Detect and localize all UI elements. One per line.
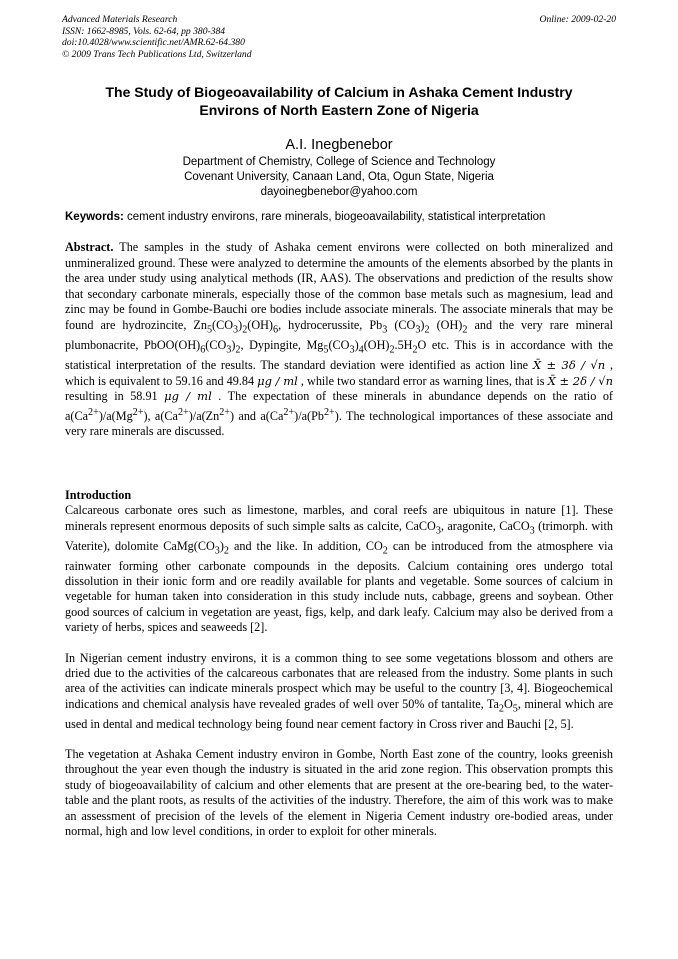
superscript: 2+ (177, 406, 189, 418)
section-heading: Introduction (65, 488, 132, 502)
abstract-text: The samples in the study of Ashaka cement environs were collected on both mineralized and unmineralized ground. These were analyzed to determine the amounts of the elements absorbed by the plants in the area under study using analytical methods (IR, AAS). The observations and prediction of the results show that secondary carbonate minerals, especially those of the common base metals such as magnesium, lead and zinc may be found in Gombe-Bauchi ore bodies include associate minerals. The associate minerals that may be found are hydrozincite, Zn (65, 240, 613, 332)
title-line-2: Environs of North Eastern Zone of Nigeria (199, 102, 479, 118)
affiliation-line-1: Department of Chemistry, College of Science and Technology (182, 156, 496, 168)
paragraph-text: can be introduced from the atmosphere via rainwater forming other carbonate compounds in the deposits. Calcium containing ores undergo total dissolution in their ionic form and ore readily available for plants and vegetable. Some sources of calcium in vegetable for human taken into consideration in this study include nuts, cabbage, greens and soybean. Other good sources of calcium in vegetation are yeast, figs, kelp, and dark leafy. Calcium may also be derived from a variety of herbs, spices and seaweeds [2]. (65, 538, 613, 635)
abstract-text: , Dypingite, Mg (240, 338, 324, 352)
affiliation-line-2: Covenant University, Canaan Land, Ota, Ogun State, Nigeria (184, 171, 494, 183)
title-line-1: The Study of Biogeoavailability of Calcium in Ashaka Cement Industry (105, 84, 573, 100)
abstract-text: resulting in 58.91 (65, 389, 165, 404)
subscript: 5 (206, 324, 213, 336)
doi-line: doi:10.4028/www.scientific.net/AMR.62-64.380 (62, 37, 245, 48)
keywords (65, 211, 545, 223)
subscript: 3 (349, 344, 355, 356)
action-line-formula: X̄ ± 3δ / √n (532, 358, 606, 373)
subscript: 4 (358, 344, 364, 356)
subscript: 2 (498, 703, 504, 715)
superscript: 2+ (323, 406, 335, 418)
subscript: 5 (512, 703, 518, 715)
paragraph-text: (trimorph. with Vaterite), dolomite CaMg(CO (65, 518, 613, 553)
subscript: 2 (412, 344, 418, 356)
abstract-label: Abstract. (65, 240, 114, 254)
paragraph-text: , mineral which are used in dental and medical technology being found near cement factory in Cross river and Bauchi [2, 5]. (65, 696, 613, 731)
abstract-text: )/a(Mg (98, 408, 133, 423)
paragraph: The vegetation at Ashaka Cement industry environ in Gombe, North East zone of the country, looks greenish throughout the year even though the industry is situated in the arid zone region. This observation prompts this study of biogeoavailability of calcium and other elements that are present at the ore-bearing bed, to the water-table and the plant roots, as results of the activities of the industry. Therefore, the aim of this work was to make an assessment of precision of the levels of the element in Nigeria Cement industry ore-bodied areas, under normal, high and low level conditions, in order to exploit for other minerals. (65, 747, 613, 839)
abstract-text: O etc. This is in accordance with the statistical interpretation of the results. The standard deviation were identified as action line (65, 338, 613, 373)
subscript: 3 (529, 525, 535, 537)
online-date: Online: 2009-02-20 (539, 14, 616, 25)
abstract-text: ) and a(Ca (230, 408, 284, 423)
abstract-text: , which is equivalent to 59.16 and 49.84 (65, 358, 614, 388)
abstract-text: .5H (394, 338, 413, 352)
superscript: 2+ (219, 406, 231, 418)
introduction-section (65, 488, 613, 839)
subscript: 6 (200, 344, 206, 356)
subscript: 5 (323, 344, 329, 356)
subscript: 2 (235, 344, 241, 356)
author-name: A.I. Inegbenebor (285, 137, 393, 153)
issn-line: ISSN: 1662-8985, Vols. 62-64, pp 380-384 (62, 25, 226, 37)
paragraph-text: , aragonite, CaCO (440, 518, 530, 533)
abstract-text: (OH) (429, 317, 463, 332)
abstract-text: ), a(Ca (143, 408, 178, 423)
journal-name: Advanced Materials Research (62, 14, 178, 25)
subscript: 3 (226, 344, 232, 356)
subscript: 3 (435, 525, 441, 537)
unit-formula: μg / ml (257, 373, 298, 388)
affiliation (0, 155, 678, 200)
paragraph-text: In Nigerian cement industry environs, it is a common thing to see some vegetations blossom and others are dried due to the activities of the calcareous carbonates that are released from the industry. Some plants in such area of the activities can indicate minerals prospect which may be useful to the country [3, 4]. Biogeochemical indications and chemical analysis have revealed grades of well over 50% of tantalite, Ta (65, 650, 613, 711)
subscript: 3 (214, 545, 220, 557)
subscript: 3 (233, 324, 239, 336)
subscript: 2 (242, 324, 248, 336)
paragraph-text: Calcareous carbonate ores such as limestone, marbles, and coral reefs are ubiquitous in nature [1]. These minerals represent enormous deposits of such simple salts as calcite, CaCO (65, 503, 613, 533)
superscript: 2+ (283, 406, 295, 418)
author-email: dayoinegbenebor@yahoo.com (260, 186, 418, 198)
copyright-line: © 2009 Trans Tech Publications Ltd, Switzerland (62, 48, 252, 60)
abstract: Abstract. The samples in the study of Ashaka cement environs were collected on both mineralized and unmineralized ground. These were analyzed to determine the amounts of the elements absorbed by the plants in the area under study using analytical methods (IR, AAS). The observations and prediction of the results show that secondary carbonate minerals, especially those of the common base metals such as magnesium, lead and zinc may be found in Gombe-Bauchi ore bodies include associate minerals. The associate minerals that may be found are hydrozincite, $Zn_5(CO_3)_2(OH)_6$, hydrocerussite, $Pb_3$ $(CO_3)_2$ $(OH)_2$ and the very rare mineral plumbonacrite, $PbOO(OH)_6(CO_3)_2$, Dypingite, $Mg_5(CO_3)_4(OH)_2.5H_2O$ etc. This is in accordance with the statistical interpretation of the results. The standard deviation were identified as action line X̄ ± 3δ / √n , which is equivalent to 59.16 and 49.84 μg / ml , while two standard error as warning lines, that is X̄ ± 2δ / √n resulting in 58.91 μg / ml . The expectation of these minerals in abundance depends on the ratio of $a(Ca^{2+})/a(Mg^{2+})$, $a(Ca^{2+})/a(Zn^{2+})$ and $a(Ca^{2+})/a(Pb^{2+})$. The technological importances of these associate and very rare minerals are discussed. (65, 240, 614, 439)
abstract-text: (OH) (247, 317, 273, 332)
subscript: 2 (462, 324, 468, 336)
abstract-text: and the very rare mineral plumbonacrite, PbOO(OH) (65, 317, 613, 352)
paragraph-text: and the like. In addition, CO (228, 538, 383, 553)
unit-formula: μg / ml (164, 389, 212, 404)
abstract-text: )/a(Pb (294, 408, 324, 423)
abstract-text: ). The technological importances of these associate and very rare minerals are discussed. (65, 408, 613, 439)
paragraph: Calcareous carbonate ores such as limestone, marbles, and coral reefs are ubiquitous in nature [1]. These minerals represent enormous deposits of such simple salts as calcite, CaCO$_3$, aragonite, CaCO$_3$ (trimorph. with Vaterite), dolomite $CaMg(CO_3)_2$ and the like. In addition, $CO_2$ can be introduced from the atmosphere via rainwater forming other carbonate compounds in the deposits. Calcium containing ores undergo total dissolution in their ionic form and ore readily available for plants and vegetable. Some sources of calcium in vegetable for human taken into consideration in this study include nuts, cabbage, greens and soybean. Other good sources of calcium in vegetation are yeast, figs, kelp, and dark leafy. Calcium may also be derived from a variety of herbs, spices and seaweeds [2]. (65, 503, 613, 635)
subscript: 3 (415, 324, 421, 336)
abstract-text: , while two standard error as warning lines, that is (297, 373, 548, 388)
abstract-text: , hydrocerussite, Pb (278, 317, 383, 332)
subscript: 2 (424, 324, 430, 336)
subscript: 6 (273, 324, 279, 336)
subscript: 2 (389, 344, 395, 356)
warning-line-formula: X̄ ± 2δ / √n (547, 373, 614, 388)
subscript: 2 (382, 545, 388, 557)
abstract-text: . The expectation of these minerals in abundance depends on the ratio of a(Ca (65, 389, 613, 423)
paragraph: In Nigerian cement industry environs, it is a common thing to see some vegetations blossom and others are dried due to the activities of the calcareous carbonates that are released from the industry. Some plants in such area of the activities can indicate minerals prospect which may be useful to the country [3, 4]. Biogeochemical indications and chemical analysis have revealed grades of well over 50% of tantalite, $Ta_2O_5$, mineral which are used in dental and medical technology being found near cement factory in Cross river and Bauchi [2, 5]. (65, 650, 613, 731)
superscript: 2+ (88, 406, 99, 418)
subscript: 3 (382, 324, 388, 336)
subscript: 2 (223, 545, 229, 557)
paper-title (62, 83, 616, 119)
keywords-label: Keywords: (65, 211, 124, 223)
journal-header (62, 14, 616, 60)
abstract-text: )/a(Zn (188, 408, 220, 423)
keywords-text: cement industry environs, rare minerals, biogeoavailability, statistical interpretation (127, 211, 546, 223)
superscript: 2+ (132, 406, 144, 418)
